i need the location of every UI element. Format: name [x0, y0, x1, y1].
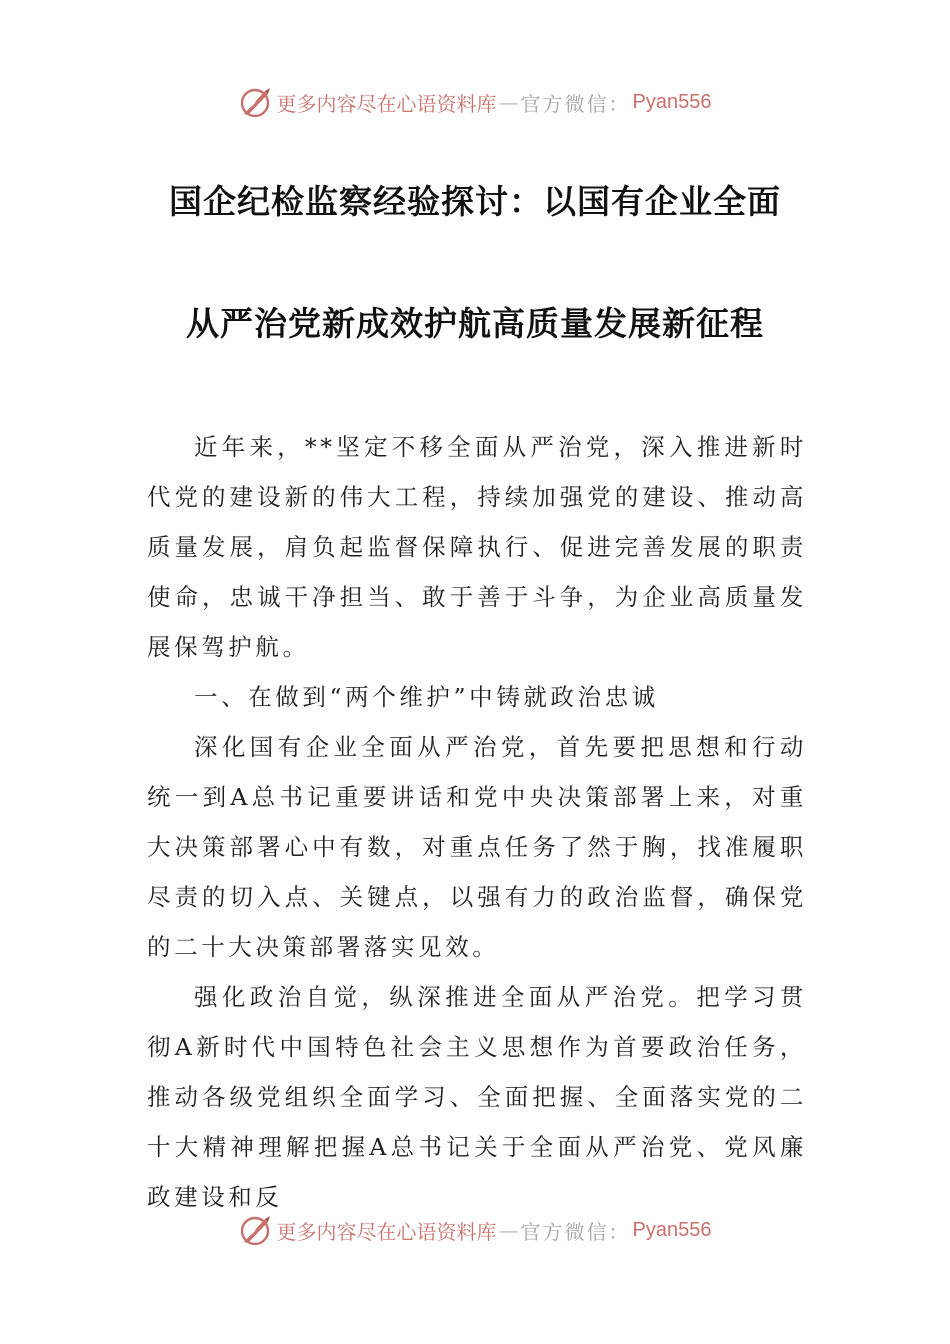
body-paragraph-2: 深化国有企业全面从严治党，首先要把思想和行动统一到A总书记重要讲话和党中央决策部署上来，对重大决策部署心中有数，对重点任务了然于胸，找准履职尽责的切入点、关键点，以强有力的政治监督，确保党的二十大决策部署落实见效。 [147, 733, 807, 961]
quill-logo-icon [239, 1213, 273, 1247]
document-title-line-2: 从严治党新成效护航高质量发展新征程 [186, 304, 764, 343]
document-body [147, 422, 807, 1222]
banner-official-text: 官方微信： [520, 1219, 631, 1244]
banner-separator: — [498, 90, 519, 114]
header-watermark-banner [0, 82, 950, 122]
quill-logo-icon [239, 85, 273, 119]
document-title-line-1: 国企纪检监察经验探讨：以国有企业全面 [169, 182, 781, 221]
banner-site-text: 更多内容尽在心语资料库 [276, 91, 497, 116]
banner-official-text: 官方微信： [520, 91, 631, 116]
banner-wechat-id: Pyan556 [632, 1218, 712, 1241]
banner-site-text: 更多内容尽在心语资料库 [276, 1219, 497, 1244]
section-heading-1: 一、在做到“两个维护”中铸就政治忠诚 [194, 683, 659, 711]
body-paragraph-3: 强化政治自觉，纵深推进全面从严治党。把学习贯彻A新时代中国特色社会主义思想作为首要政治任务，推动各级党组织全面学习、全面把握、全面落实党的二十大精神理解把握A总书记关于全面从严治党、党风廉政建设和反 [147, 983, 807, 1211]
banner-wechat-id: Pyan556 [632, 90, 712, 113]
banner-separator: — [498, 1218, 519, 1242]
footer-watermark-banner [0, 1210, 950, 1250]
body-paragraph-intro: 近年来，**坚定不移全面从严治党，深入推进新时代党的建设新的伟大工程，持续加强党的建设、推动高质量发展，肩负起监督保障执行、促进完善发展的职责使命，忠诚干净担当、敢于善于斗争，为企业高质量发展保驾护航。 [147, 433, 807, 661]
